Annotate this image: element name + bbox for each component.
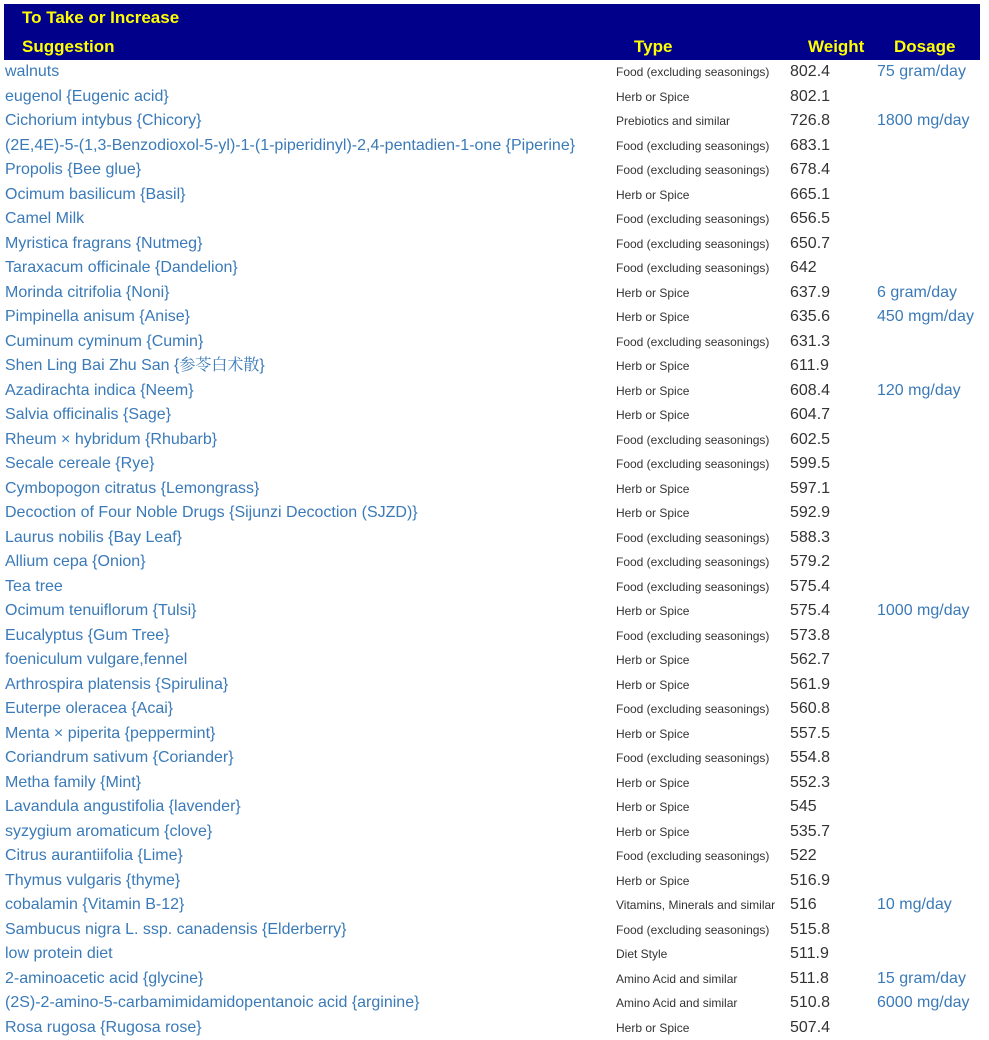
suggestion-link[interactable]: Ocimum tenuiflorum {Tulsi} [5, 599, 196, 624]
type-cell: Herb or Spice [616, 869, 689, 894]
suggestion-link[interactable]: Pimpinella anisum {Anise} [5, 305, 190, 330]
weight-cell: 802.1 [790, 85, 830, 110]
type-cell: Food (excluding seasonings) [616, 428, 769, 453]
suggestion-link[interactable]: Lavandula angustifolia {lavender} [5, 795, 241, 820]
type-cell: Food (excluding seasonings) [616, 550, 769, 575]
type-cell: Amino Acid and similar [616, 967, 737, 992]
type-cell: Food (excluding seasonings) [616, 256, 769, 281]
type-cell: Herb or Spice [616, 501, 689, 526]
table-row [0, 305, 989, 330]
weight-cell: 602.5 [790, 428, 830, 453]
suggestion-link[interactable]: Rheum × hybridum {Rhubarb} [5, 428, 217, 453]
weight-cell: 562.7 [790, 648, 830, 673]
suggestion-link[interactable]: Cymbopogon citratus {Lemongrass} [5, 477, 259, 502]
type-cell: Herb or Spice [616, 722, 689, 747]
suggestion-link[interactable]: foeniculum vulgare,fennel [5, 648, 187, 673]
weight-cell: 557.5 [790, 722, 830, 747]
weight-cell: 683.1 [790, 134, 830, 159]
table-row [0, 354, 989, 379]
type-cell: Herb or Spice [616, 673, 689, 698]
table-row [0, 403, 989, 428]
type-cell: Food (excluding seasonings) [616, 134, 769, 159]
column-header-weight: Weight [808, 37, 864, 57]
suggestion-link[interactable]: Citrus aurantiifolia {Lime} [5, 844, 183, 869]
table-row [0, 379, 989, 404]
dosage-link[interactable]: 75 gram/day [877, 60, 966, 85]
column-header-dosage: Dosage [894, 37, 955, 57]
type-cell: Herb or Spice [616, 85, 689, 110]
table-row [0, 575, 989, 600]
table-row [0, 428, 989, 453]
suggestion-link[interactable]: Ocimum basilicum {Basil} [5, 183, 186, 208]
dosage-link[interactable]: 15 gram/day [877, 967, 966, 992]
weight-cell: 510.8 [790, 991, 830, 1016]
suggestion-link[interactable]: Morinda citrifolia {Noni} [5, 281, 170, 306]
suggestion-link[interactable]: Sambucus nigra L. ssp. canadensis {Elderberry} [5, 918, 347, 943]
dosage-link[interactable]: 1800 mg/day [877, 109, 970, 134]
suggestion-link[interactable]: Rosa rugosa {Rugosa rose} [5, 1016, 202, 1040]
type-cell: Herb or Spice [616, 354, 689, 379]
table-row [0, 207, 989, 232]
table-row [0, 967, 989, 992]
type-cell: Herb or Spice [616, 820, 689, 845]
type-cell: Food (excluding seasonings) [616, 746, 769, 771]
type-cell: Food (excluding seasonings) [616, 575, 769, 600]
suggestion-link[interactable]: Salvia officinalis {Sage} [5, 403, 171, 428]
suggestion-link[interactable]: (2E,4E)-5-(1,3-Benzodioxol-5-yl)-1-(1-piperidinyl)-2,4-pentadien-1-one {Piperine} [5, 134, 575, 159]
table-row [0, 918, 989, 943]
type-cell: Herb or Spice [616, 281, 689, 306]
weight-cell: 545 [790, 795, 817, 820]
weight-cell: 592.9 [790, 501, 830, 526]
type-cell: Herb or Spice [616, 379, 689, 404]
dosage-link[interactable]: 10 mg/day [877, 893, 952, 918]
weight-cell: 588.3 [790, 526, 830, 551]
weight-cell: 635.6 [790, 305, 830, 330]
weight-cell: 560.8 [790, 697, 830, 722]
suggestion-link[interactable]: Eucalyptus {Gum Tree} [5, 624, 170, 649]
table-row [0, 820, 989, 845]
table-row [0, 134, 989, 159]
weight-cell: 579.2 [790, 550, 830, 575]
type-cell: Food (excluding seasonings) [616, 232, 769, 257]
table-row [0, 599, 989, 624]
weight-cell: 802.4 [790, 60, 830, 85]
dosage-link[interactable]: 1000 mg/day [877, 599, 970, 624]
table-row [0, 844, 989, 869]
table-row [0, 281, 989, 306]
suggestion-link[interactable]: low protein diet [5, 942, 113, 967]
suggestion-link[interactable]: Cichorium intybus {Chicory} [5, 109, 202, 134]
type-cell: Food (excluding seasonings) [616, 207, 769, 232]
table-row [0, 893, 989, 918]
column-header-type: Type [634, 37, 672, 57]
table-row [0, 746, 989, 771]
table-row [0, 330, 989, 355]
weight-cell: 552.3 [790, 771, 830, 796]
weight-cell: 515.8 [790, 918, 830, 943]
table-row [0, 991, 989, 1016]
type-cell: Prebiotics and similar [616, 109, 730, 134]
table-row [0, 158, 989, 183]
type-cell: Herb or Spice [616, 403, 689, 428]
weight-cell: 726.8 [790, 109, 830, 134]
suggestion-link[interactable]: Arthrospira platensis {Spirulina} [5, 673, 228, 698]
weight-cell: 656.5 [790, 207, 830, 232]
suggestion-link[interactable]: Azadirachta indica {Neem} [5, 379, 194, 404]
suggestion-link[interactable]: Metha family {Mint} [5, 771, 141, 796]
weight-cell: 608.4 [790, 379, 830, 404]
weight-cell: 511.8 [790, 967, 829, 992]
type-cell: Herb or Spice [616, 648, 689, 673]
weight-cell: 665.1 [790, 183, 830, 208]
suggestion-link[interactable]: Myristica fragrans {Nutmeg} [5, 232, 202, 257]
column-header-suggestion: Suggestion [22, 37, 115, 57]
weight-cell: 637.9 [790, 281, 830, 306]
table-row [0, 109, 989, 134]
type-cell: Food (excluding seasonings) [616, 330, 769, 355]
dosage-link[interactable]: 450 mgm/day [877, 305, 974, 330]
type-cell: Diet Style [616, 942, 667, 967]
suggestion-link[interactable]: Thymus vulgaris {thyme} [5, 869, 180, 894]
weight-cell: 554.8 [790, 746, 830, 771]
weight-cell: 507.4 [790, 1016, 830, 1040]
type-cell: Herb or Spice [616, 183, 689, 208]
weight-cell: 573.8 [790, 624, 830, 649]
type-cell: Herb or Spice [616, 599, 689, 624]
table-row [0, 85, 989, 110]
table-row [0, 1016, 989, 1040]
dosage-link[interactable]: 6000 mg/day [877, 991, 970, 1016]
table-row [0, 673, 989, 698]
suggestion-link[interactable]: Coriandrum sativum {Coriander} [5, 746, 234, 771]
suggestion-link[interactable]: Propolis {Bee glue} [5, 158, 141, 183]
table-row [0, 795, 989, 820]
table-row [0, 60, 989, 85]
weight-cell: 611.9 [790, 354, 829, 379]
weight-cell: 511.9 [790, 942, 829, 967]
type-cell: Herb or Spice [616, 795, 689, 820]
suggestion-link[interactable]: Taraxacum officinale {Dandelion} [5, 256, 238, 281]
type-cell: Food (excluding seasonings) [616, 624, 769, 649]
suggestion-link[interactable]: Cuminum cyminum {Cumin} [5, 330, 203, 355]
type-cell: Herb or Spice [616, 305, 689, 330]
table-row [0, 501, 989, 526]
weight-cell: 522 [790, 844, 817, 869]
type-cell: Food (excluding seasonings) [616, 158, 769, 183]
type-cell: Herb or Spice [616, 771, 689, 796]
suggestion-table-body [0, 60, 989, 1040]
table-row [0, 648, 989, 673]
weight-cell: 516 [790, 893, 817, 918]
suggestion-link[interactable]: Tea tree [5, 575, 63, 600]
table-row [0, 526, 989, 551]
table-row [0, 452, 989, 477]
weight-cell: 678.4 [790, 158, 830, 183]
suggestion-link[interactable]: 2-aminoacetic acid {glycine} [5, 967, 203, 992]
weight-cell: 516.9 [790, 869, 830, 894]
type-cell: Herb or Spice [616, 477, 689, 502]
table-row [0, 477, 989, 502]
suggestion-link[interactable]: Allium cepa {Onion} [5, 550, 146, 575]
table-row [0, 697, 989, 722]
table-row [0, 722, 989, 747]
type-cell: Food (excluding seasonings) [616, 697, 769, 722]
table-row [0, 771, 989, 796]
dosage-link[interactable]: 6 gram/day [877, 281, 957, 306]
table-row [0, 624, 989, 649]
suggestion-link[interactable]: syzygium aromaticum {clove} [5, 820, 212, 845]
suggestion-link[interactable]: cobalamin {Vitamin B-12} [5, 893, 184, 918]
suggestion-link[interactable]: Laurus nobilis {Bay Leaf} [5, 526, 182, 551]
suggestion-link[interactable]: Secale cereale {Rye} [5, 452, 154, 477]
suggestion-link[interactable]: eugenol {Eugenic acid} [5, 85, 169, 110]
weight-cell: 575.4 [790, 575, 830, 600]
suggestion-link[interactable]: Decoction of Four Noble Drugs {Sijunzi Decoction (SJZD)} [5, 501, 418, 526]
table-row [0, 869, 989, 894]
type-cell: Herb or Spice [616, 1016, 689, 1040]
weight-cell: 597.1 [790, 477, 830, 502]
weight-cell: 642 [790, 256, 817, 281]
suggestion-link[interactable]: Menta × piperita {peppermint} [5, 722, 215, 747]
type-cell: Amino Acid and similar [616, 991, 737, 1016]
weight-cell: 631.3 [790, 330, 830, 355]
type-cell: Food (excluding seasonings) [616, 526, 769, 551]
weight-cell: 535.7 [790, 820, 830, 845]
table-header [4, 4, 980, 60]
suggestion-link[interactable]: Euterpe oleracea {Acai} [5, 697, 173, 722]
type-cell: Food (excluding seasonings) [616, 918, 769, 943]
table-row [0, 183, 989, 208]
suggestion-link[interactable]: Camel Milk [5, 207, 84, 232]
table-row [0, 550, 989, 575]
suggestion-link[interactable]: (2S)-2-amino-5-carbamimidamidopentanoic acid {arginine} [5, 991, 419, 1016]
table-title: To Take or Increase [22, 8, 179, 28]
type-cell: Food (excluding seasonings) [616, 60, 769, 85]
weight-cell: 604.7 [790, 403, 830, 428]
weight-cell: 575.4 [790, 599, 830, 624]
type-cell: Vitamins, Minerals and similar [616, 893, 775, 918]
suggestion-link[interactable]: walnuts [5, 60, 59, 85]
weight-cell: 599.5 [790, 452, 830, 477]
weight-cell: 650.7 [790, 232, 830, 257]
table-row [0, 232, 989, 257]
weight-cell: 561.9 [790, 673, 830, 698]
table-row [0, 942, 989, 967]
table-row [0, 256, 989, 281]
type-cell: Food (excluding seasonings) [616, 844, 769, 869]
dosage-link[interactable]: 120 mg/day [877, 379, 961, 404]
type-cell: Food (excluding seasonings) [616, 452, 769, 477]
suggestion-link[interactable]: Shen Ling Bai Zhu San {参苓白术散} [5, 354, 265, 379]
